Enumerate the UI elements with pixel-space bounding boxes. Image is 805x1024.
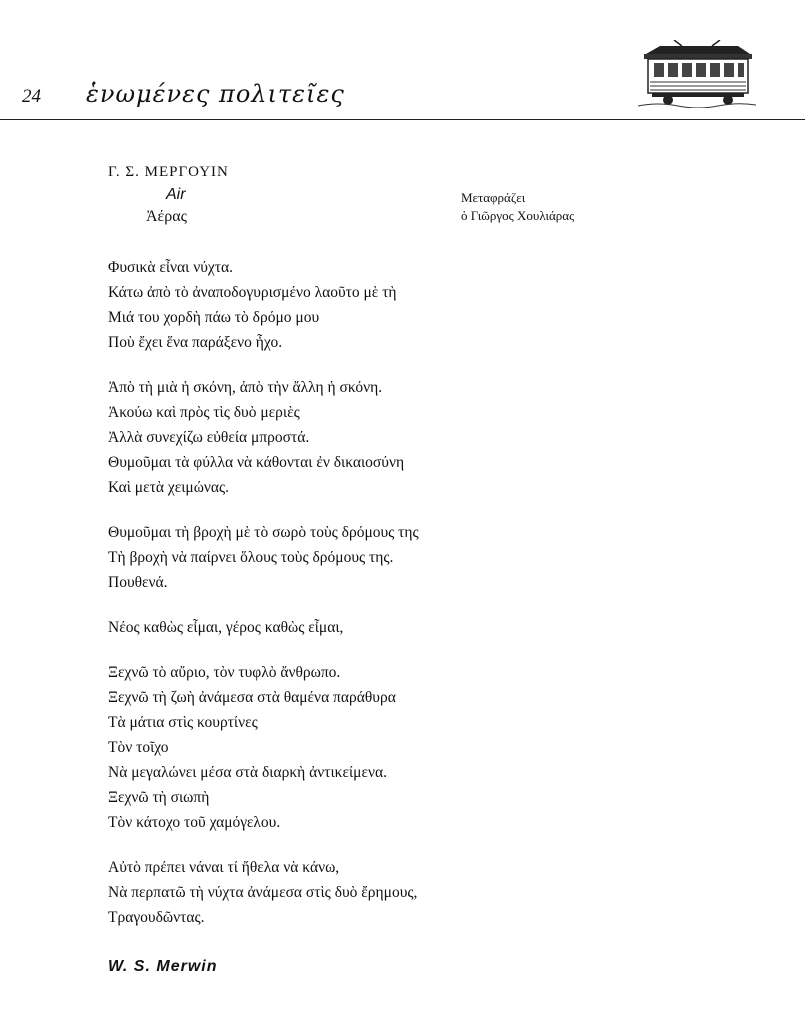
poet-signature: W. S. Merwin xyxy=(108,958,218,975)
poem-line: Τὸν τοῖχο xyxy=(108,739,169,756)
poem-line: Τὰ μάτια στὶς κουρτίνες xyxy=(108,714,258,731)
poem-line: Ποὺ ἔχει ἕνα παράξενο ἦχο. xyxy=(108,334,283,351)
poem-line: Πουθενά. xyxy=(108,574,168,591)
poem-line: Ξεχνῶ τὴ σιωπὴ xyxy=(108,789,210,806)
poem-line: Αὐτὸ πρέπει νάναι τί ἤθελα νὰ κάνω, xyxy=(108,859,340,876)
poem-line: Φυσικὰ εἶναι νύχτα. xyxy=(108,259,233,276)
poem-stanza xyxy=(108,255,708,355)
poem-title-greek: Ἀέρας xyxy=(146,208,187,225)
poem-line: Θυμοῦμαι τὰ φύλλα νὰ κάθονται ἐν δικαιοσύνη xyxy=(108,454,405,471)
poem-stanza xyxy=(108,855,708,930)
journal-title: ἑνωμένες πολιτεῖες xyxy=(86,80,345,108)
poem-line: Ἀλλὰ συνεχίζω εὐθεία μπροστά. xyxy=(108,429,310,446)
poem-line: Τραγουδῶντας. xyxy=(108,909,205,926)
poem-line: Νέος καθὼς εἶμαι, γέρος καθὼς εἶμαι, xyxy=(108,619,344,636)
poem-line: Θυμοῦμαι τὴ βροχὴ μὲ τὸ σωρὸ τοὺς δρόμους της xyxy=(108,524,419,541)
translator-line: Μεταφράζει xyxy=(461,190,526,205)
poem-line: Ἀκούω καὶ πρὸς τὶς δυὸ μεριὲς xyxy=(108,404,300,421)
tram-car-icon xyxy=(638,40,756,108)
page-number: 24 xyxy=(22,86,41,107)
poem-body xyxy=(108,255,708,950)
header-rule xyxy=(0,119,805,120)
poem-line: Τὸν κάτοχο τοῦ χαμόγελου. xyxy=(108,814,281,831)
poem-line: Νὰ μεγαλώνει μέσα στὰ διαρκὴ ἀντικείμενα. xyxy=(108,764,387,781)
poem-author: Γ. Σ. ΜΕΡΓΟΥΙΝ xyxy=(108,164,229,180)
poem-line: Ξεχνῶ τὸ αὔριο, τὸν τυφλὸ ἄνθρωπο. xyxy=(108,664,341,681)
poem-line: Καὶ μετὰ χειμώνας. xyxy=(108,479,230,496)
translator-credit xyxy=(461,189,574,225)
poem-title-original: Air xyxy=(166,186,186,203)
page-header xyxy=(0,0,805,125)
poem-stanza xyxy=(108,615,708,640)
poem-line: Νὰ περπατῶ τὴ νύχτα ἀνάμεσα στὶς δυὸ ἔρημους, xyxy=(108,884,418,901)
poem-line: Ξεχνῶ τὴ ζωὴ ἀνάμεσα στὰ θαμένα παράθυρα xyxy=(108,689,396,706)
poem-stanza xyxy=(108,375,708,500)
translator-line: ὁ Γιῶργος Χουλιάρας xyxy=(461,208,575,223)
poem-line: Κάτω ἀπὸ τὸ ἀναποδογυρισμένο λαοῦτο μὲ τὴ xyxy=(108,284,397,301)
poem-line: Τὴ βροχὴ νὰ παίρνει ὅλους τοὺς δρόμους της. xyxy=(108,549,394,566)
poem-stanza xyxy=(108,520,708,595)
poem-line: Μιά του χορδὴ πάω τὸ δρόμο μου xyxy=(108,309,320,326)
poem-line: Ἀπὸ τὴ μιὰ ἡ σκόνη, ἀπὸ τὴν ἄλλη ἡ σκόνη. xyxy=(108,379,383,396)
poem-stanza xyxy=(108,660,708,835)
